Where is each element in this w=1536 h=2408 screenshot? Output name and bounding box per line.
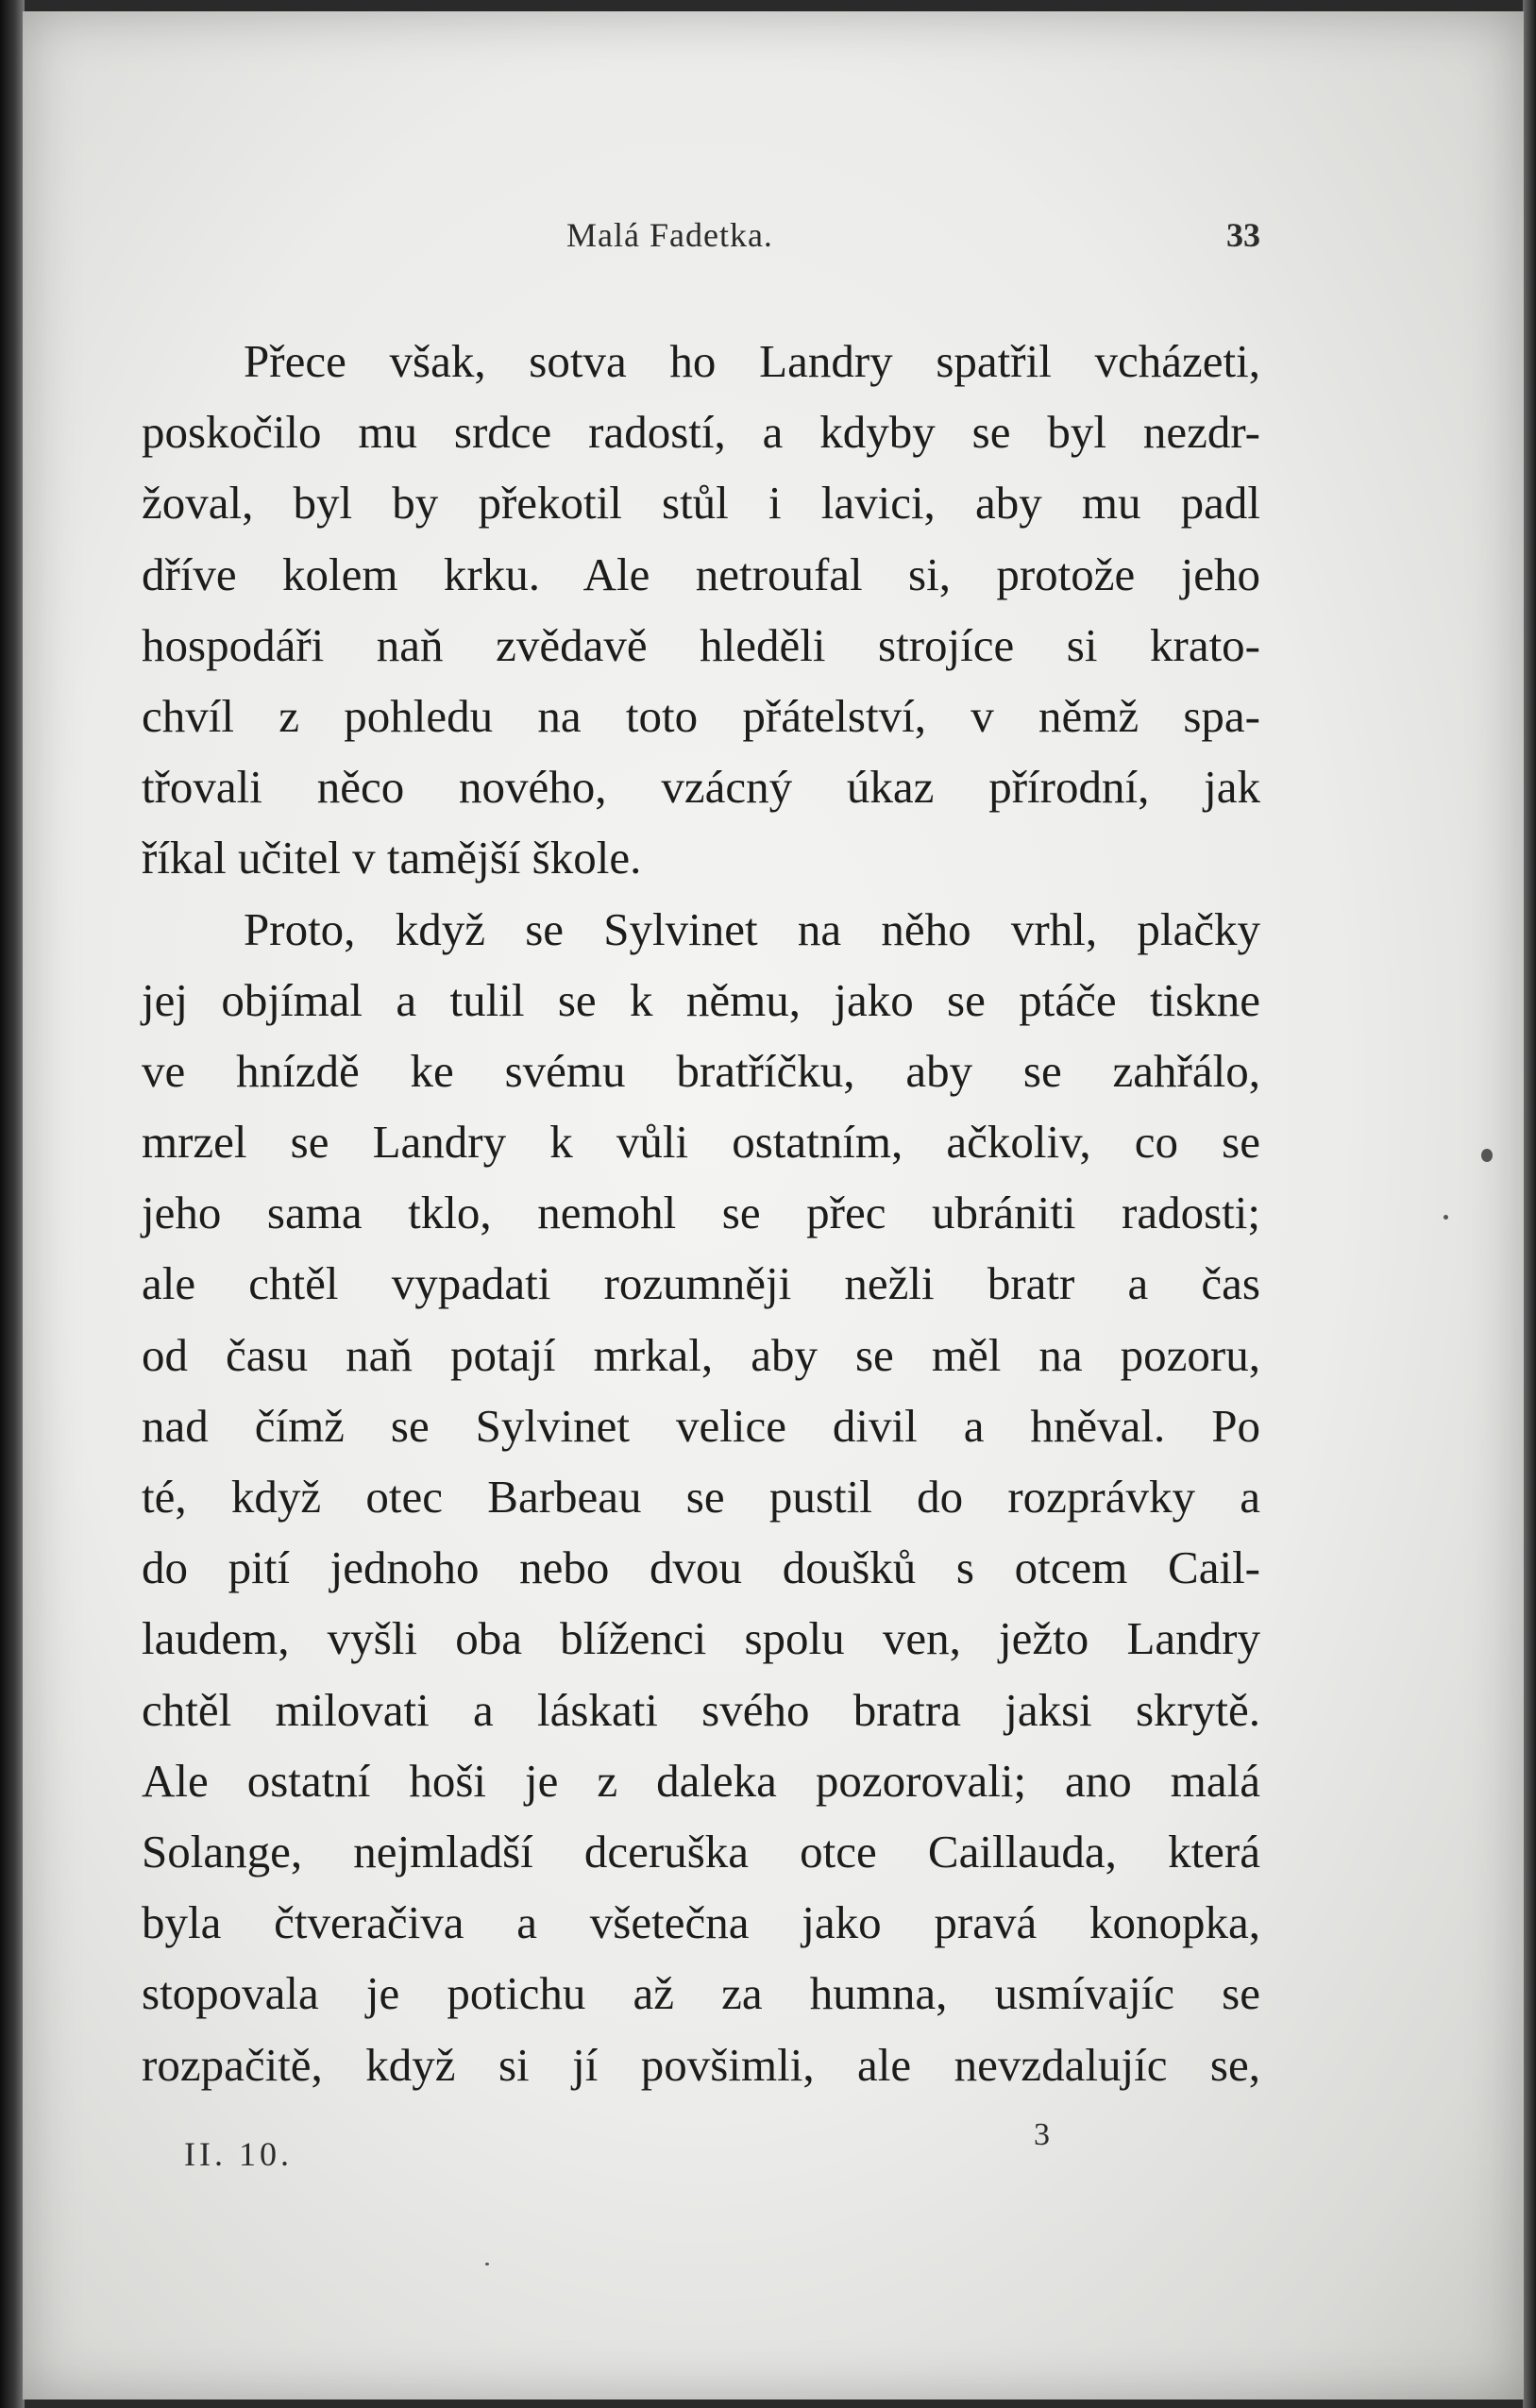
- text-line: rozpačitě, když si jí povšimli, ale nevzdalujíc se,: [142, 2038, 1260, 2091]
- running-title: Malá Fadetka.: [566, 216, 773, 254]
- page-edge-shadow: [1523, 0, 1536, 2408]
- book-gutter-shadow: [0, 0, 25, 2408]
- paper-speck: [1443, 1215, 1448, 1220]
- text-line: té, když otec Barbeau se pustil do rozprávky a: [142, 1471, 1260, 1523]
- text-line: jeho sama tklo, nemohl se přec ubrániti radosti;: [142, 1187, 1260, 1239]
- signature-mark: II. 10.: [184, 2135, 293, 2173]
- paragraph: [142, 894, 1260, 2100]
- text-line: hospodáři naň zvědavě hleděli strojíce si krato-: [142, 618, 1260, 671]
- text-line: laudem, vyšli oba blíženci spolu ven, ježto Landry: [142, 1612, 1260, 1665]
- page-header: [142, 215, 1260, 262]
- text-line: jej objímal a tulil se k němu, jako se ptáče tiskne: [142, 973, 1260, 1026]
- text-line: říkal učitel v tamější škole.: [142, 832, 642, 884]
- paper-speck: [1481, 1149, 1493, 1162]
- text-line: stopovala je potichu až za humna, usmívajíc se: [142, 1967, 1260, 2020]
- text-line: poskočilo mu srdce radostí, a kdyby se byl nezdr-: [142, 406, 1260, 459]
- page-footer: [142, 2117, 1260, 2183]
- page-number: 33: [1226, 216, 1260, 254]
- text-line: byla čtveračiva a všetečna jako pravá konopka,: [142, 1896, 1260, 1949]
- text-line: ale chtěl vypadati rozumněji nežli bratr a čas: [142, 1257, 1260, 1310]
- text-line: třovali něco nového, vzácný úkaz přírodní, jak: [142, 761, 1260, 814]
- text-line: chtěl milovati a láskati svého bratra jaksi skrytě.: [142, 1683, 1260, 1736]
- paragraph: [142, 326, 1260, 894]
- text-line: Přece však, sotva ho Landry spatřil vcházeti,: [244, 335, 1260, 387]
- text-line: Ale ostatní hoši je z daleka pozorovali; ano malá: [142, 1754, 1260, 1807]
- text-line: nad čímž se Sylvinet velice divil a hněval. Po: [142, 1399, 1260, 1452]
- text-line: do pití jednoho nebo dvou doušků s otcem Cail-: [142, 1541, 1260, 1594]
- text-line: mrzel se Landry k vůli ostatním, ačkoliv, co se: [142, 1116, 1260, 1169]
- signature-number: 3: [1034, 2117, 1050, 2152]
- text-line: dříve kolem krku. Ale netroufal si, protože jeho: [142, 547, 1260, 600]
- text-line: Solange, nejmladší dceruška otce Caillauda, která: [142, 1825, 1260, 1878]
- text-line: ve hnízdě ke svému bratříčku, aby se zahřálo,: [142, 1044, 1260, 1097]
- body-text: [142, 326, 1260, 2100]
- text-line: od času naň potají mrkal, aby se měl na pozoru,: [142, 1328, 1260, 1381]
- paper-speck: [485, 2263, 489, 2265]
- text-line: chvíl z pohledu na toto přátelství, v němž spa-: [142, 689, 1260, 742]
- text-line: Proto, když se Sylvinet na něho vrhl, plačky: [244, 902, 1260, 955]
- text-line: žoval, byl by překotil stůl i lavici, aby mu padl: [142, 477, 1260, 530]
